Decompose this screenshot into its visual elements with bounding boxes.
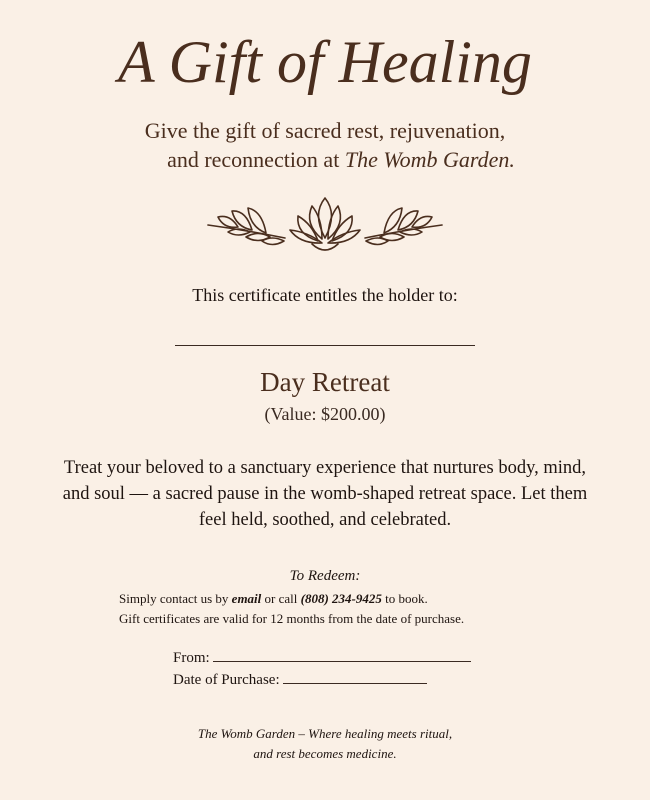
date-of-purchase-label: Date of Purchase: — [173, 672, 280, 688]
from-line — [213, 647, 471, 662]
right-leaf-branch-icon — [365, 208, 442, 245]
offering-description: Treat your beloved to a sanctuary experience that nurtures body, mind, and soul — a sacred pause in the womb-shaped retreat space. Let them feel held, soothed, and celebrated. — [62, 458, 588, 530]
redeem-phone: (808) 234-9425 — [300, 591, 382, 606]
from-field — [173, 647, 471, 667]
entitles-text: This certificate entitles the holder to: — [192, 285, 458, 305]
footer-line-2: and rest becomes medicine. — [253, 746, 397, 761]
redeem-instructions — [119, 591, 428, 607]
redeem-email: email — [231, 591, 262, 606]
recipient-name-line — [175, 345, 475, 346]
redeem-text-a: Simply contact us by — [119, 591, 232, 606]
subtitle-line-1: Give the gift of sacred rest, rejuvenation, — [144, 118, 506, 143]
footer-tagline — [0, 724, 650, 764]
left-leaf-branch-icon — [208, 208, 285, 245]
subtitle-line-2-prefix: and reconnection at — [167, 147, 345, 172]
from-label: From: — [173, 650, 210, 666]
date-of-purchase-line — [283, 669, 427, 684]
lotus-icon — [290, 198, 360, 250]
redeem-text-c: to book. — [381, 591, 428, 606]
offering-value: (Value: $200.00) — [264, 404, 386, 424]
lotus-with-leaves-icon — [200, 192, 450, 262]
certificate-subtitle — [0, 116, 650, 174]
certificate-title: A Gift of Healing — [118, 29, 532, 95]
footer-line-1: The Womb Garden – Where healing meets ritual, — [197, 726, 453, 741]
place-name: The Womb Garden. — [344, 147, 515, 172]
offering-title: Day Retreat — [260, 367, 390, 397]
date-of-purchase-field — [173, 669, 427, 689]
redeem-heading: To Redeem: — [289, 568, 361, 584]
validity-note: Gift certificates are valid for 12 months from the date of purchase. — [119, 611, 465, 626]
subtitle-line-2 — [0, 145, 650, 174]
redeem-text-b: or call — [261, 591, 301, 606]
